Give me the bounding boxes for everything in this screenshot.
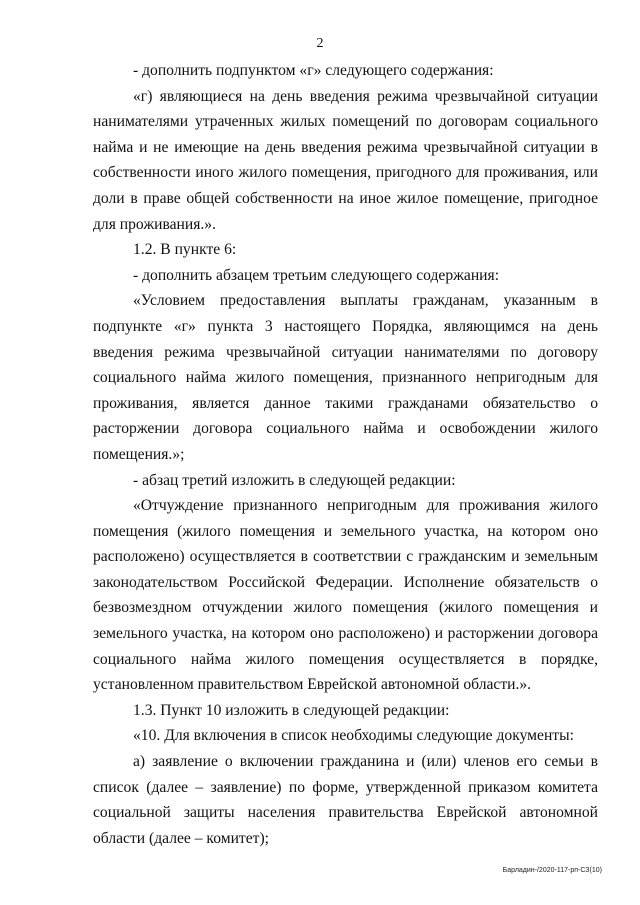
page-number: 2 [316,36,324,51]
paragraph-add-third-abzac: - дополнить абзацем третьим следующего содержания: [133,266,500,284]
paragraph-item-1-2: 1.2. В пункте 6: [133,241,237,259]
paragraph-third-abzac-edit: - абзац третий изложить в следующей редакции: [133,471,456,489]
paragraph-item-1-3: 1.3. Пункт 10 изложить в следующей редакции: [133,701,450,719]
paragraph-alienation-text: «Отчуждение признанного непригодным для проживания жилого помещения (жилого помещения и земельного участка, на котором оно расположено) осуществляется в соответствии с гражданским и земельным законодательством Российской Федерации. Исполнение обязательств о безвозмездном отчуждении жилого помещения (жилого помещения и земельного участка, на котором оно расположено) и расторжении договора социального найма жилого помещения осуществляется в порядке, установленном правительством Еврейской автономной области.». [93,497,598,694]
paragraph-add-subitem-g: - дополнить подпунктом «г» следующего содержания: [133,62,494,79]
paragraph-subitem-a: а) заявление о включении гражданина и (или) членов его семьи в список (далее – заявление) по форме, утвержденной приказом комитета социальной защиты населения правительства Еврейской автономной области (далее – комитет); [93,753,598,847]
paragraph-subitem-g-text: «г) являющиеся на день введения режима чрезвычайной ситуации нанимателями утраченных жилых помещений по договорам социального найма и не имеющие на день введения режима чрезвычайной ситуации в собственности иного жилого помещения, пригодного для проживания, или доли в праве общей собственности на иное жилое помещение, пригодное для проживания.». [93,87,598,233]
document-body [93,58,598,851]
paragraph-item-10: «10. Для включения в список необходимы следующие документы: [133,727,574,745]
paragraph-payment-condition: «Условием предоставления выплаты гражданам, указанным в подпункте «г» пункта 3 настоящего Порядка, являющимся на день введения режима чрезвычайной ситуации нанимателями по договору социального найма жилого помещения, признанного непригодным для проживания, является данное такими гражданами обязательство о расторжении договора социального найма и освобождении жилого помещения.»; [93,292,598,463]
document-footer-code: Барладин-/2020-117-рп-СЗ(10) [502,867,602,874]
